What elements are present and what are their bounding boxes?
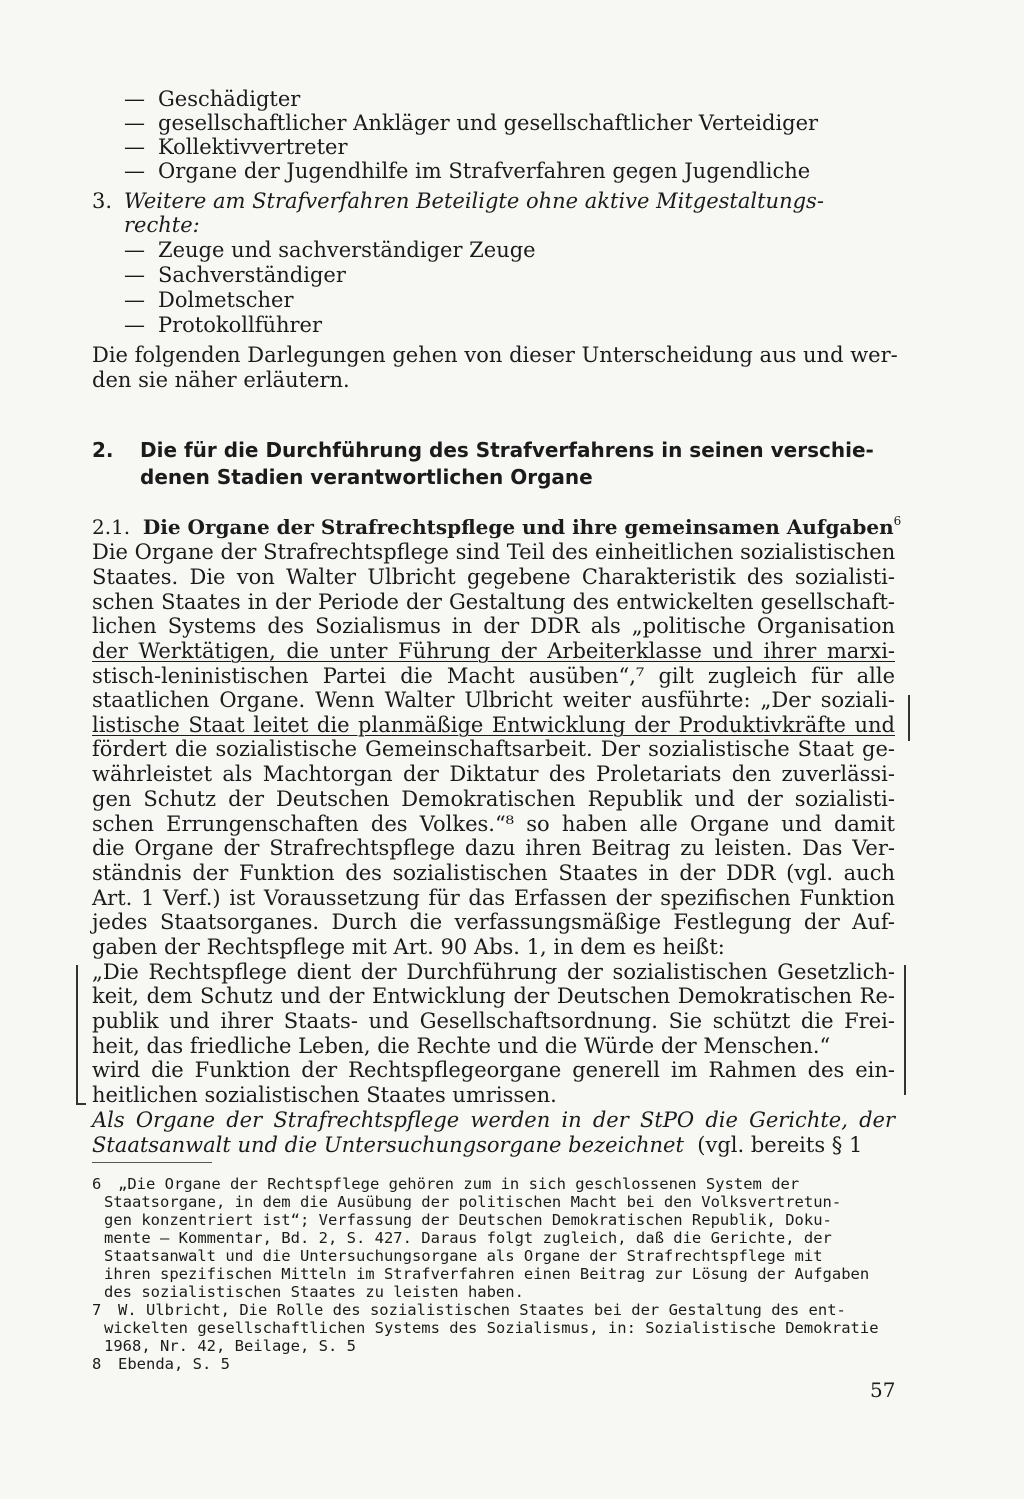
- body-line: staatlichen Organe. Wenn Walter Ulbricht weiter ausführte: „Der soziali-: [92, 688, 895, 712]
- body-line: währleistet als Machtorgan der Diktatur des Proletariats den zuverlässi-: [92, 762, 895, 786]
- body-line: heitlichen sozialistischen Staates umrissen.: [92, 1083, 557, 1107]
- body-line: Die Organe der Strafrechtspflege sind Teil des einheitlichen sozialistischen: [92, 540, 896, 564]
- body-line: gen Schutz der Deutschen Demokratischen Republik und der sozialisti-: [92, 787, 895, 811]
- intro-paragraph-line: den sie näher erläutern.: [92, 368, 350, 392]
- body-line: listische Staat leitet die planmäßige Entwicklung der Produktivkräfte und: [92, 713, 895, 737]
- footnote-line: des sozialistischen Staates zu leisten haben.: [104, 1283, 524, 1301]
- body-line: publik und ihrer Staats- und Gesellschaftsordnung. Sie schützt die Frei-: [92, 1009, 895, 1033]
- footnote-line: Staatsorgane, in dem die Ausübung der politischen Macht bei den Volksvertretun-: [104, 1193, 842, 1211]
- body-line: schen Staates in der Periode der Gestaltung des entwickelten gesellschaft-: [92, 590, 895, 614]
- footnote-separator: [92, 1162, 212, 1163]
- footnote-line: Ebenda, S. 5: [118, 1355, 230, 1373]
- footnote-line: mente — Kommentar, Bd. 2, S. 427. Daraus folgt zugleich, daß die Gerichte, der: [104, 1229, 832, 1247]
- footnote-line: „Die Organe der Rechtspflege gehören zum in sich geschlossenen System der: [118, 1175, 800, 1193]
- page-number: 57: [870, 1378, 896, 1402]
- closing-line: Als Organe der Strafrechtspflege werden in der StPO die Gerichte, der: [92, 1108, 895, 1132]
- footnote-line: wickelten gesellschaftlichen Systems des Sozialismus, in: Sozialistische Demokratie: [104, 1319, 879, 1337]
- margin-bracket-mark: [76, 965, 78, 1105]
- body-line: der Werktätigen, die unter Führung der Arbeiterklasse und ihrer marxi-: [92, 639, 895, 663]
- book-page: — Geschädigter — gesellschaftlicher Ankläger und gesellschaftlicher Verteidiger — Kollektivvertreter — Organe der Jugendhilfe im Strafverfahren gegen Jugendliche 3. Weitere am Strafverfahren Beteiligte ohne aktive Mitgestaltungs- rechte: — Zeuge und sachverständiger Zeuge — Sachverständiger — Dolmetscher — Protokollführer Die folgenden Darlegungen gehen von dieser Unterscheidung aus und wer- den sie näher erläutern. 2. Die für die Durchführung des Strafverfahrens in seinen verschie- denen Stadien verantwortlichen Organe 2.1. Die Organe der Strafrechtspflege und ihre gemeinsamen Aufgaben$^6$ Die Organe der Strafrechtspflege sind Teil des einheitlichen sozialistischen Staates. Die von Walter Ulbricht gegebene Charakteristik des sozialisti- schen Staates in der Periode der Gestaltung des entwickelten gesellschaft- lichen Systems des Sozialismus in der DDR als „politische Organisation der Werktätigen, die unter Führung der Arbeiterklasse und ihrer marxi- stisch-leninistischen Partei die Macht ausüben“,⁷ gilt zugleich für alle staatlichen Organe. Wenn Walter Ulbricht weiter ausführte: „Der soziali- listische Staat leitet die planmäßige Entwicklung der Produktivkräfte und fördert die sozialistische Gemeinschaftsarbeit. Der sozialistische Staat ge- währleistet als Machtorgan der Diktatur des Proletariats den zuverlässi- gen Schutz der Deutschen Demokratischen Republik und der sozialisti- schen Errungenschaften des Volkes.“⁸ so haben alle Organe und damit die Organe der Strafrechtspflege dazu ihren Beitrag zu leisten. Das Ver- ständnis der Funktion des sozialistischen Staates in der DDR (vgl. auch Art. 1 Verf.) ist Voraussetzung für das Erfassen der spezifischen Funktion jedes Staatsorganes. Durch die verfassungsmäßige Festlegung der Auf- gaben der Rechtspflege mit Art. 90 Abs. 1, in dem es heißt: „Die Rechtspflege dient der Durchführung der sozialistischen Gesetzlich- keit, dem Schutz und der Entwicklung der Deutschen Demokratischen Re- publik und ihrer Staats- und Gesellschaftsordnung. Sie schützt die Frei- heit, das friedliche Leben, die Rechte und die Würde der Menschen.“ wird die Funktion der Rechtspflegeorgane generell im Rahmen des ein- heitlichen sozialistischen Staates umrissen. Als Organe der Strafrechtspflege werden in der StPO die Gerichte, der Staatsanwalt und die Untersuchungsorgane bezeichnet (vgl. bereits § 1 6 „Die Organe der Rechtspflege gehören zum in sich geschlossenen System der Staatsorgane, in dem die Ausübung der politischen Macht bei den Volksvertretun- gen konzentriert ist“; Verfassung der Deutschen Demokratischen Republik, Doku- mente — Kommentar, Bd. 2, S. 427. Daraus folgt zugleich, daß die Gerichte, der Staatsanwalt und die Untersuchungsorgane als Organe der Strafrechtspflege mit ihren spezifischen Mitteln im Strafverfahren einen Beitrag zur Lösung der Aufgaben des sozialistischen Staates zu leisten haben. 7 W. Ulbricht, Die Rolle des sozialistischen Staates bei der Gestaltung des ent- wickelten gesellschaftlichen Systems des Sozialismus, in: Sozialistische Demokratie 1968, Nr. 42, Beilage, S. 5 8 Ebenda, S. 5 57: [0, 0, 1024, 1499]
- body-line: schen Errungenschaften des Volkes.“⁸ so haben alle Organe und damit: [92, 812, 895, 836]
- margin-bracket-mark: [904, 965, 906, 1095]
- body-line: heit, das friedliche Leben, die Rechte und die Würde der Menschen.“: [92, 1034, 831, 1058]
- body-line: Staates. Die von Walter Ulbricht gegebene Charakteristik des sozialisti-: [92, 565, 895, 589]
- body-line: gaben der Rechtspflege mit Art. 90 Abs. 1, in dem es heißt:: [92, 935, 725, 959]
- footnote-line: 1968, Nr. 42, Beilage, S. 5: [104, 1337, 356, 1355]
- body-line: die Organe der Strafrechtspflege dazu ihren Beitrag zu leisten. Das Ver-: [92, 836, 895, 860]
- body-line: ständnis der Funktion des sozialistischen Staates in der DDR (vgl. auch: [92, 861, 895, 885]
- footnote-line: ihren spezifischen Mitteln im Strafverfahren einen Beitrag zur Lösung der Aufgaben: [104, 1265, 870, 1283]
- body-line: stisch-leninistischen Partei die Macht ausüben“,⁷ gilt zugleich für alle: [92, 664, 895, 688]
- margin-bracket-mark: [76, 1103, 86, 1105]
- body-line: wird die Funktion der Rechtspflegeorgane generell im Rahmen des ein-: [92, 1058, 895, 1082]
- footnote-line: Staatsanwalt und die Untersuchungsorgane als Organe der Strafrechtspflege mit: [104, 1247, 823, 1265]
- margin-bracket-mark: [908, 695, 910, 741]
- body-line: lichen Systems des Sozialismus in der DDR als „politische Organisation: [92, 614, 895, 638]
- body-line: jedes Staatsorganes. Durch die verfassungsmäßige Festlegung der Auf-: [92, 910, 895, 934]
- subsection-heading: 2.1. Die Organe der Strafrechtspflege und ihre gemeinsamen Aufgaben$^6$: [92, 514, 902, 539]
- body-line: „Die Rechtspflege dient der Durchführung der sozialistischen Gesetzlich-: [92, 960, 895, 984]
- footnote-line: W. Ulbricht, Die Rolle des sozialistischen Staates bei der Gestaltung des ent-: [118, 1301, 846, 1319]
- intro-paragraph-line: Die folgenden Darlegungen gehen von dieser Unterscheidung aus und wer-: [92, 343, 898, 367]
- footnote-line: gen konzentriert ist“; Verfassung der Deutschen Demokratischen Republik, Doku-: [104, 1211, 832, 1229]
- body-line: keit, dem Schutz und der Entwicklung der Deutschen Demokratischen Re-: [92, 984, 895, 1008]
- body-line: fördert die sozialistische Gemeinschaftsarbeit. Der sozialistische Staat ge-: [92, 737, 895, 761]
- body-line: Art. 1 Verf.) ist Voraussetzung für das Erfassen der spezifischen Funktion: [92, 886, 895, 910]
- closing-line: Staatsanwalt und die Untersuchungsorgane bezeichnet (vgl. bereits § 1: [92, 1133, 863, 1157]
